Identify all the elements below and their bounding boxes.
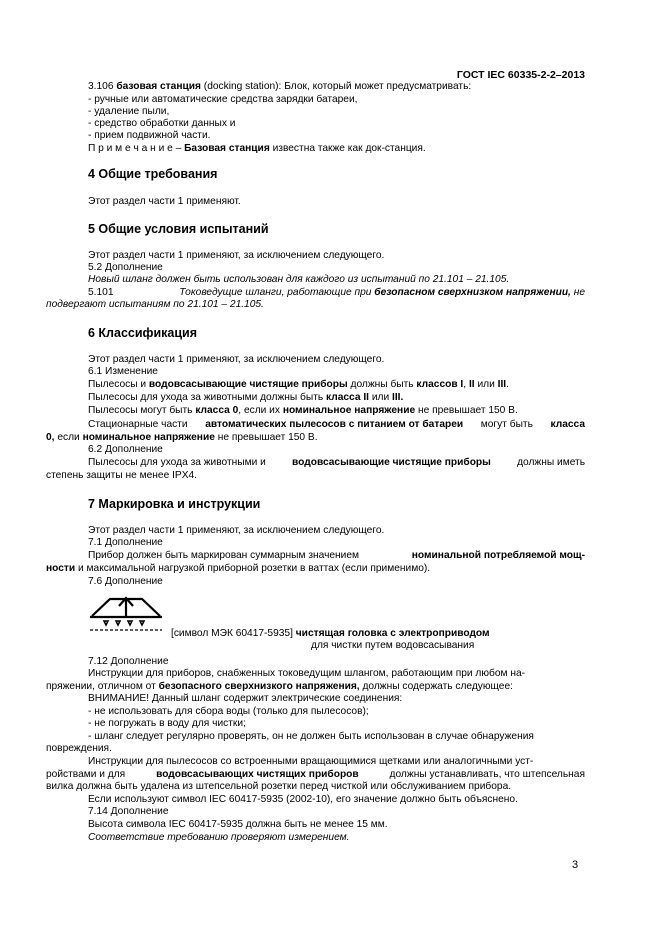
paragraph: ности и максимальной нагрузкой приборной розетки в ваттах (если применимо). (46, 563, 431, 574)
paragraph: ВНИМАНИЕ! Данный шланг содержит электрические соединения: (88, 693, 403, 704)
list-item: - не использовать для сбора воды (только для пылесосов); (88, 706, 369, 717)
list-item: повреждения. (46, 743, 112, 754)
page-number: 3 (572, 859, 579, 871)
symbol-caption: для чистки путем водовсасывания (311, 640, 475, 651)
paragraph: Инструкции для пылесосов со встроенными вращающимися щетками или аналогичными уст- (88, 756, 534, 767)
paragraph: Этот раздел части 1 применяют, за исключением следующего. (88, 525, 385, 536)
powered-cleaning-head-symbol-icon (86, 590, 166, 640)
section-heading-4: 4 Общие требования (88, 167, 218, 181)
list-item: - прием подвижной части. (88, 130, 211, 141)
subclause: 7.1 Дополнение (88, 537, 163, 548)
list-item: - удаление пыли, (88, 106, 170, 117)
note: П р и м е ч а н и е – Базовая станция известна также как док-станция. (88, 143, 426, 154)
paragraph: Этот раздел части 1 применяют. (88, 196, 241, 207)
paragraph: пряжении, отличном от безопасного сверхнизкого напряжения, должны содержать следующее: (46, 681, 513, 692)
paragraph: Пылесосы для ухода за животными и водовсасывающие чистящие приборы должны иметь (88, 457, 585, 468)
symbol-caption: [символ МЭК 60417-5935] чистящая головка с электроприводом (171, 628, 490, 639)
paragraph: Пылесосы могут быть класса 0, если их номинальное напряжение не превышает 150 В. (88, 405, 518, 416)
document-header: ГОСТ IEC 60335-2-2–2013 (456, 69, 585, 81)
subclause: 7.12 Дополнение (88, 656, 169, 667)
subclause: 6.1 Изменение (88, 366, 158, 377)
list-item: - шланг следует регулярно проверять, он не должен быть использован в случае обнаружения (88, 731, 534, 742)
paragraph: Высота символа IEC 60417-5935 должна быть не менее 15 мм. (88, 819, 388, 830)
section-heading-6: 6 Классификация (88, 326, 198, 340)
paragraph-5-101: 5.101 Токоведущие шланги, работающие при безопасном сверхнизком напряжении, не (88, 287, 585, 298)
definition-3-106: 3.106 базовая станция (docking station): Блок, который может предусматривать: (88, 81, 472, 92)
paragraph: ройствами и для водовсасывающих чистящих приборов должны устанавливать, что штепсельная (46, 769, 585, 780)
subclause: 7.14 Дополнение (88, 806, 169, 817)
paragraph: степень защиты не менее IPX4. (46, 470, 197, 481)
section-heading-7: 7 Маркировка и инструкции (88, 497, 261, 511)
section-heading-5: 5 Общие условия испытаний (88, 222, 269, 236)
compliance-statement: Соответствие требованию проверяют измерением. (88, 832, 350, 843)
list-item: - средство обработки данных и (88, 118, 236, 129)
subclause: 6.2 Дополнение (88, 444, 163, 455)
paragraph: Стационарные части автоматических пылесосов с питанием от батареи могут быть класса (88, 419, 585, 430)
subclause: 7.6 Дополнение (88, 576, 163, 587)
paragraph: Пылесосы для ухода за животными должны быть класса II или III. (88, 392, 404, 403)
paragraph: Прибор должен быть маркирован суммарным значением номинальной потребляемой мощ- (88, 550, 585, 561)
paragraph: вилка должна быть удалена из штепсельной розетки перед чисткой или обслуживанием прибора. (46, 781, 512, 792)
list-item: - не погружать в воду для чистки; (88, 718, 246, 729)
paragraph: Этот раздел части 1 применяют, за исключением следующего. (88, 250, 385, 261)
paragraph: подвергают испытаниям по 21.101 – 21.105. (46, 299, 264, 310)
paragraph: Этот раздел части 1 применяют, за исключением следующего. (88, 354, 385, 365)
paragraph: Если используют символ IEC 60417-5935 (2002-10), его значение должно быть объяснено. (88, 794, 518, 805)
subclause: 5.2 Дополнение (88, 262, 163, 273)
list-item: - ручные или автоматические средства зарядки батареи, (88, 94, 358, 105)
paragraph: Пылесосы и водовсасывающие чистящие приборы должны быть классов I, II или III. (88, 379, 509, 390)
paragraph: 0, если номинальное напряжение не превышает 150 В. (46, 432, 318, 443)
paragraph: Инструкции для приборов, снабженных токоведущим шлангом, работающим при любом на- (88, 668, 526, 679)
paragraph: Новый шланг должен быть использован для каждого из испытаний по 21.101 – 21.105. (88, 274, 510, 285)
